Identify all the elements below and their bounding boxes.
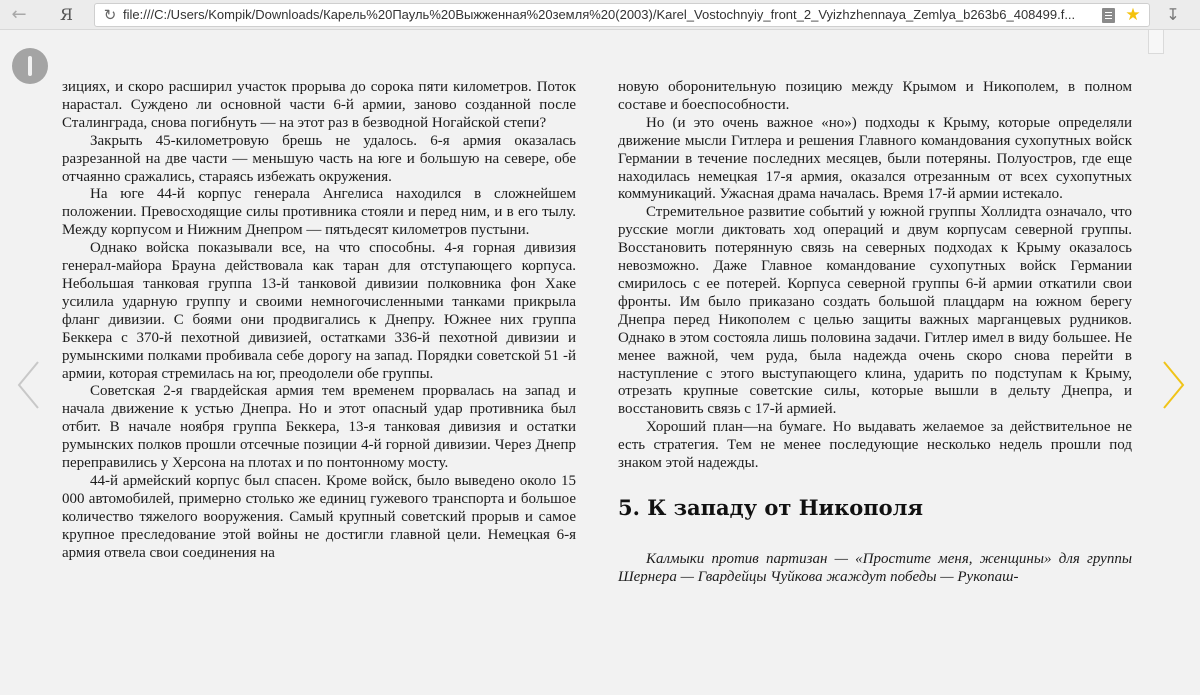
left-page-column xyxy=(62,79,576,562)
download-icon[interactable]: ↧ xyxy=(1166,5,1180,24)
paragraph: Стремительное развитие событий у южной группы Холлидта означало, что русские могли диктовать ход операций и двум корпусам северной группы. Восстановить потерянную связь на северных подходах к Крыму оказалось невозможно. Даже Главное командование сухопутных войск Германии смирилось с ее потерей. Корпуса северной группы 6-й армии откатили свои фронты. Им было приказано создать большой плацдарм на южном берегу Днепра перед Никополем с целью защиты важных марганцевых рудников. Однако в этом состояла лишь половина задачи. Гитлер имел в виду большее. Не менее важной, чем руда, была надежда очень скоро снова перейти в наступление с этого выступающего клина, ударить по подступам к Крыму, отрезать крупные советские силы, которые вышли в дельту Днепра, и восстановить связь с 17-й армией. xyxy=(618,204,1132,418)
browser-logo[interactable]: Я xyxy=(60,5,73,24)
chapter-heading: 5. К западу от Никополя xyxy=(618,494,924,520)
info-icon[interactable] xyxy=(12,48,48,84)
chevron-left-icon[interactable] xyxy=(16,360,42,410)
chapter-subtitle: Калмыки против партизан — «Простите меня, женщины» для группы Шернера — Гвардейцы Чуйкова жаждут победы — Рукопаш- xyxy=(618,550,1132,585)
url-text[interactable]: file:///C:/Users/Kompik/Downloads/Карель%20Пауль%20Выжженная%20земля%20(2003)/Karel_Vostochnyiy_front_2_Vyizhzhennaya_Zemlya_b263b6_408499.f... xyxy=(123,7,1076,22)
right-page-column xyxy=(618,79,1132,587)
paragraph: Закрыть 45-километровую брешь не удалось. 6-я армия оказалась разрезанной на две части — меньшую часть на юге и большую на севере, обе отчаянно сражались, стараясь избежать окружения. xyxy=(62,132,576,185)
paragraph: Советская 2-я гвардейская армия тем временем прорвалась на запад и начала движение к устью Днепра. Но и этот опасный удар противника был отбит. В начале ноября группа Беккера, 13-я танковая дивизия и остатки румынских полков прошли отсечные позиции 4-й горной дивизии. Через Днепр переправились у Херсона на плотах и по понтонному мосту. xyxy=(62,383,576,472)
reload-icon[interactable]: ↻ xyxy=(103,6,117,24)
browser-toolbar xyxy=(0,0,1200,30)
paragraph: Хороший план—на бумаге. Но выдавать желаемое за действительное не есть стратегия. Тем не менее последующие несколько недель прошли под знаком этой надежды. xyxy=(618,419,1132,472)
bookmark-icon[interactable] xyxy=(1148,30,1164,54)
address-bar[interactable] xyxy=(94,3,1150,27)
paragraph: Однако войска показывали все, на что способны. 4-я горная дивизия генерал-майора Брауна действовала как таран для отступающего корпуса. Небольшая танковая группа 13-й танковой дивизии полковника фон Хаке усилила ударную группу и своими немногочисленными танками прикрыла фланг дивизии. С боями они продвигались к Днепру. Южнее них группа Беккера с 370-й пехотной дивизией, остатками 336-й пехотной дивизии и румынскими полками пробивала себе дорогу на запад. Порядки советской 51 -й армии, которая стремилась на юг, преодолели обе группы. xyxy=(62,240,576,382)
star-icon[interactable]: ★ xyxy=(1125,5,1141,25)
paragraph: Но (и это очень важное «но») подходы к Крыму, которые определяли движение мысли Гитлера и решения Главного командования сухопутных войск Германии в течение последних месяцев, были потеряны. Полуостров, где еще находилась немецкая 17-я армия, оказался отрезанным от всех сухопутных коммуникаций. Ужасная драма началась. Время 17-й армии истекало. xyxy=(618,114,1132,203)
paragraph: зициях, и скоро расширил участок прорыва до сорока пяти километров. Поток нарастал. Суждено ли основной части 6-й армии, заново созданной после Сталинграда, снова погибнуть — на этот раз в безводной Ногайской степи? xyxy=(62,79,576,131)
paragraph: новую оборонительную позицию между Крымом и Никополем, в полном составе и боеспособности. xyxy=(618,79,1132,113)
paragraph: На юге 44-й корпус генерала Ангелиса находился в сложнейшем положении. Превосходящие силы противника стояли и перед ним, и в его тылу. Между корпусом и Нижним Днепром — пятьдесят километров пустыни. xyxy=(62,186,576,239)
arrow-left-icon[interactable]: ← xyxy=(11,4,27,25)
paragraph: 44-й армейский корпус был спасен. Кроме войск, было выведено около 15 000 автомобилей, примерно столько же единиц гужевого транспорта и большое количество тяжелого вооружения. Самый крупный советский прорыв и самое крупное преследование этой войны не достигли главной цели. Немецкая 6-я армия отвела свои соединения на xyxy=(62,472,576,561)
chevron-right-icon[interactable] xyxy=(1160,360,1186,410)
page-icon[interactable] xyxy=(1102,8,1115,23)
